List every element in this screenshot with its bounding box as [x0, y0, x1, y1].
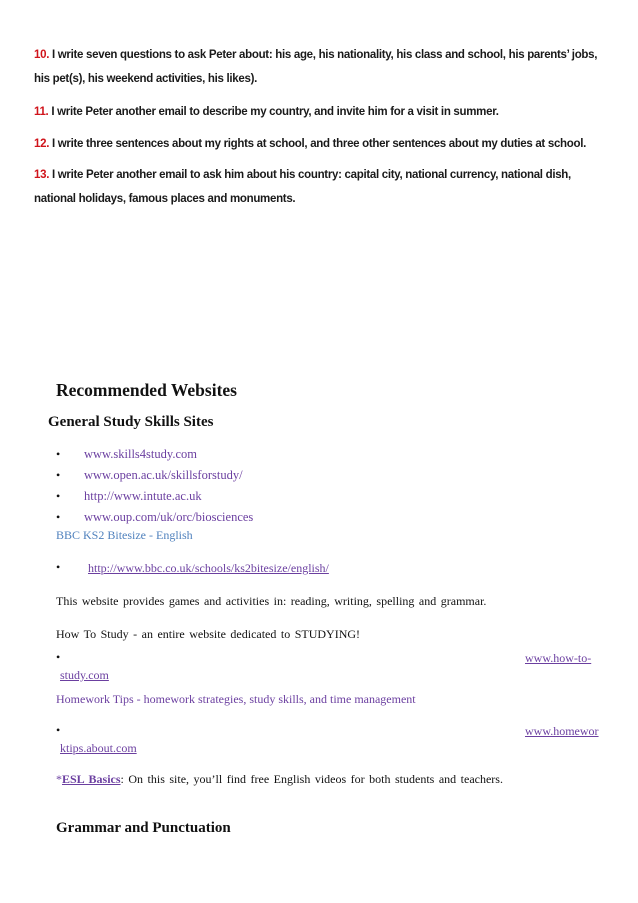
link-skills4study[interactable]: www.skills4study.com [84, 447, 197, 461]
task-item-13 [34, 163, 614, 211]
link-esl-basics[interactable]: ESL Basics [62, 772, 121, 786]
bullet-icon: • [56, 560, 61, 574]
bbc-bitesize-label: BBC KS2 Bitesize - English [56, 528, 193, 542]
bullet-icon: • [56, 447, 61, 461]
general-study-skills-heading: General Study Skills Sites [48, 414, 214, 430]
link-intute[interactable]: http://www.intute.ac.uk [84, 489, 202, 503]
task-text: I write seven questions to ask Peter about: his age, his nationality, his class and school, his parents’ jobs, his pet(s), his weekend activities, his likes). [34, 49, 598, 85]
link-oup-biosciences[interactable]: www.oup.com/uk/orc/biosciences [84, 510, 254, 524]
link-how-to-study-part2[interactable]: study.com [60, 668, 109, 682]
link-how-to-study-part1[interactable]: www.how-to- [525, 651, 592, 665]
task-text: I write Peter another email to ask him about his country: capital city, national currency, national dish, national holidays, famous places and monuments. [34, 169, 571, 205]
bullet-icon: • [56, 468, 61, 482]
bullet-icon: • [56, 510, 61, 524]
task-number: 13. [34, 169, 50, 181]
task-item-11 [34, 100, 614, 124]
task-number: 12. [34, 138, 50, 150]
link-bbc-ks2bitesize[interactable]: http://www.bbc.co.uk/schools/ks2bitesize/english/ [88, 561, 329, 575]
task-text: I write three sentences about my rights at school, and three other sentences about my duties at school. [52, 138, 587, 150]
bbc-description: This website provides games and activities in: reading, writing, spelling and grammar. [56, 594, 487, 608]
task-text: I write Peter another email to describe my country, and invite him for a visit in summer. [51, 106, 499, 118]
esl-basics-line [56, 772, 503, 787]
bullet-icon: • [56, 723, 61, 737]
bullet-icon: • [56, 650, 61, 664]
recommended-websites-heading: Recommended Websites [56, 380, 237, 400]
task-number: 11. [34, 106, 49, 118]
how-to-study-description: How To Study - an entire website dedicated to STUDYING! [56, 627, 361, 641]
homework-tips-label: Homework Tips - homework strategies, study skills, and time management [56, 692, 416, 706]
bullet-icon: • [56, 489, 61, 503]
esl-basics-description: : On this site, you’ll find free English videos for both students and teachers. [120, 772, 503, 786]
link-homework-tips-part1[interactable]: www.homewor [525, 724, 599, 738]
esl-asterisk: * [56, 772, 62, 786]
task-item-10 [34, 43, 614, 91]
link-open-skillsforstudy[interactable]: www.open.ac.uk/skillsforstudy/ [84, 468, 243, 482]
link-homework-tips-part2[interactable]: ktips.about.com [60, 741, 137, 755]
grammar-punctuation-heading: Grammar and Punctuation [56, 820, 231, 836]
task-item-12 [34, 132, 614, 156]
task-number: 10. [34, 49, 50, 61]
